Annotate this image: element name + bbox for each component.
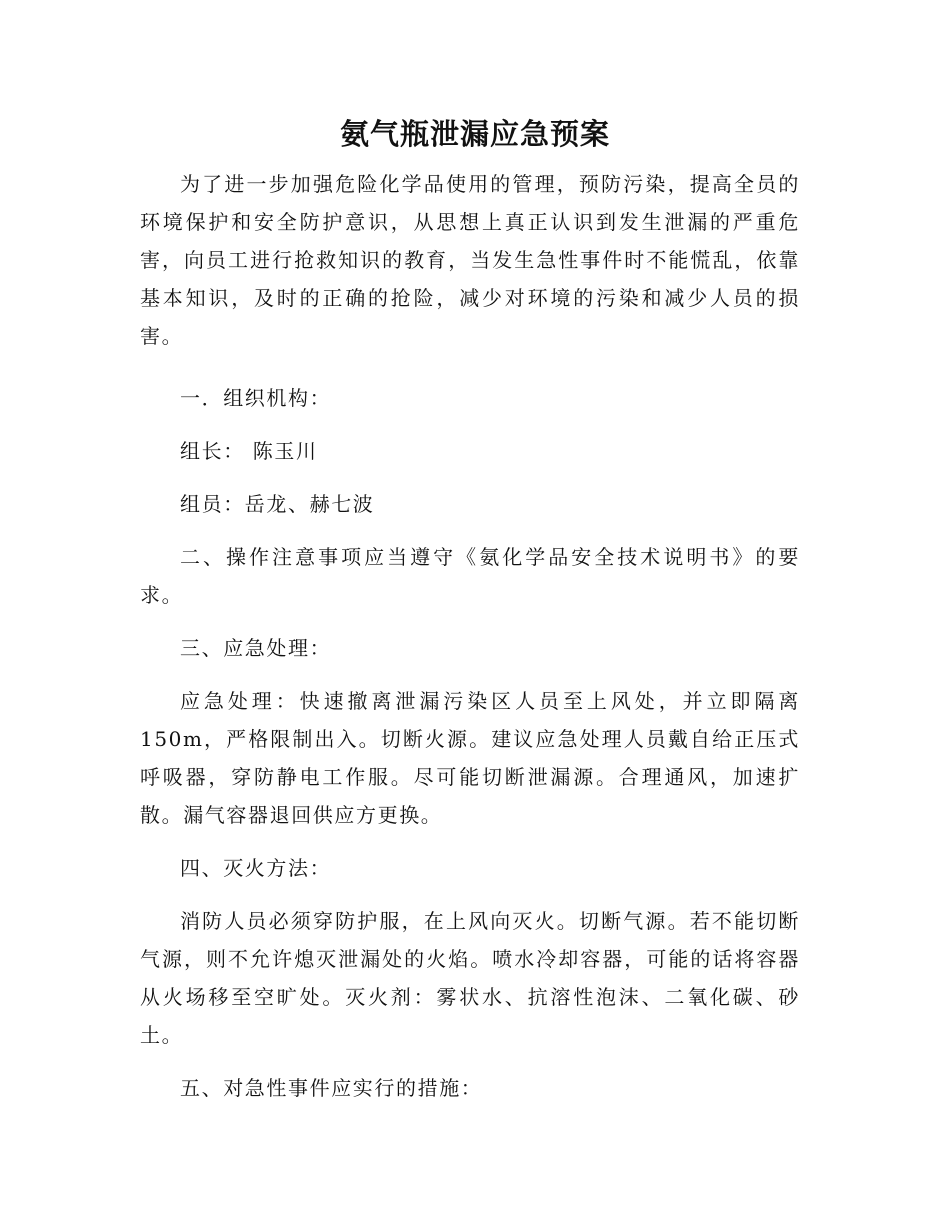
emergency-handling-paragraph: 应急处理：快速撤离泄漏污染区人员至上风处，并立即隔离150m，严格限制出入。切断火源。建议应急处理人员戴自给正压式呼吸器，穿防静电工作服。尽可能切断泄漏源。合理通风，加速扩散。漏气容器退回供应方更换。: [140, 689, 800, 827]
firefighting-paragraph: 消防人员必须穿防护服，在上风向灭火。切断气源。若不能切断气源，则不允许熄灭泄漏处的火焰。喷水冷却容器，可能的话将容器从火场移至空旷处。灭火剂：雾状水、抗溶性泡沫、二氧化碳、砂土。: [140, 909, 800, 1047]
document-title: 氨气瓶泄漏应急预案: [339, 117, 610, 151]
intro-paragraph: 为了进一步加强危险化学品使用的管理，预防污染，提高全员的环境保护和安全防护意识，从思想上真正认识到发生泄漏的严重危害，向员工进行抢救知识的教育，当发生急性事件时不能慌乱，依靠基本知识，及时的正确的抢险，减少对环境的污染和减少人员的损害。: [140, 172, 800, 348]
section-heading-emergency-handling: 三、应急处理：: [180, 636, 332, 660]
section-operation-notes: 二、操作注意事项应当遵守《氨化学品安全技术说明书》的要求。: [140, 545, 800, 607]
team-members-line: 组员：岳龙、赫七波: [180, 492, 375, 516]
team-leader-line: 组长： 陈玉川: [180, 439, 318, 463]
section-heading-firefighting: 四、灭火方法：: [180, 856, 332, 880]
section-heading-measures: 五、对急性事件应实行的措施：: [180, 1076, 483, 1100]
section-heading-organization: 一．组织机构：: [180, 386, 332, 410]
document-body: [140, 165, 800, 1107]
